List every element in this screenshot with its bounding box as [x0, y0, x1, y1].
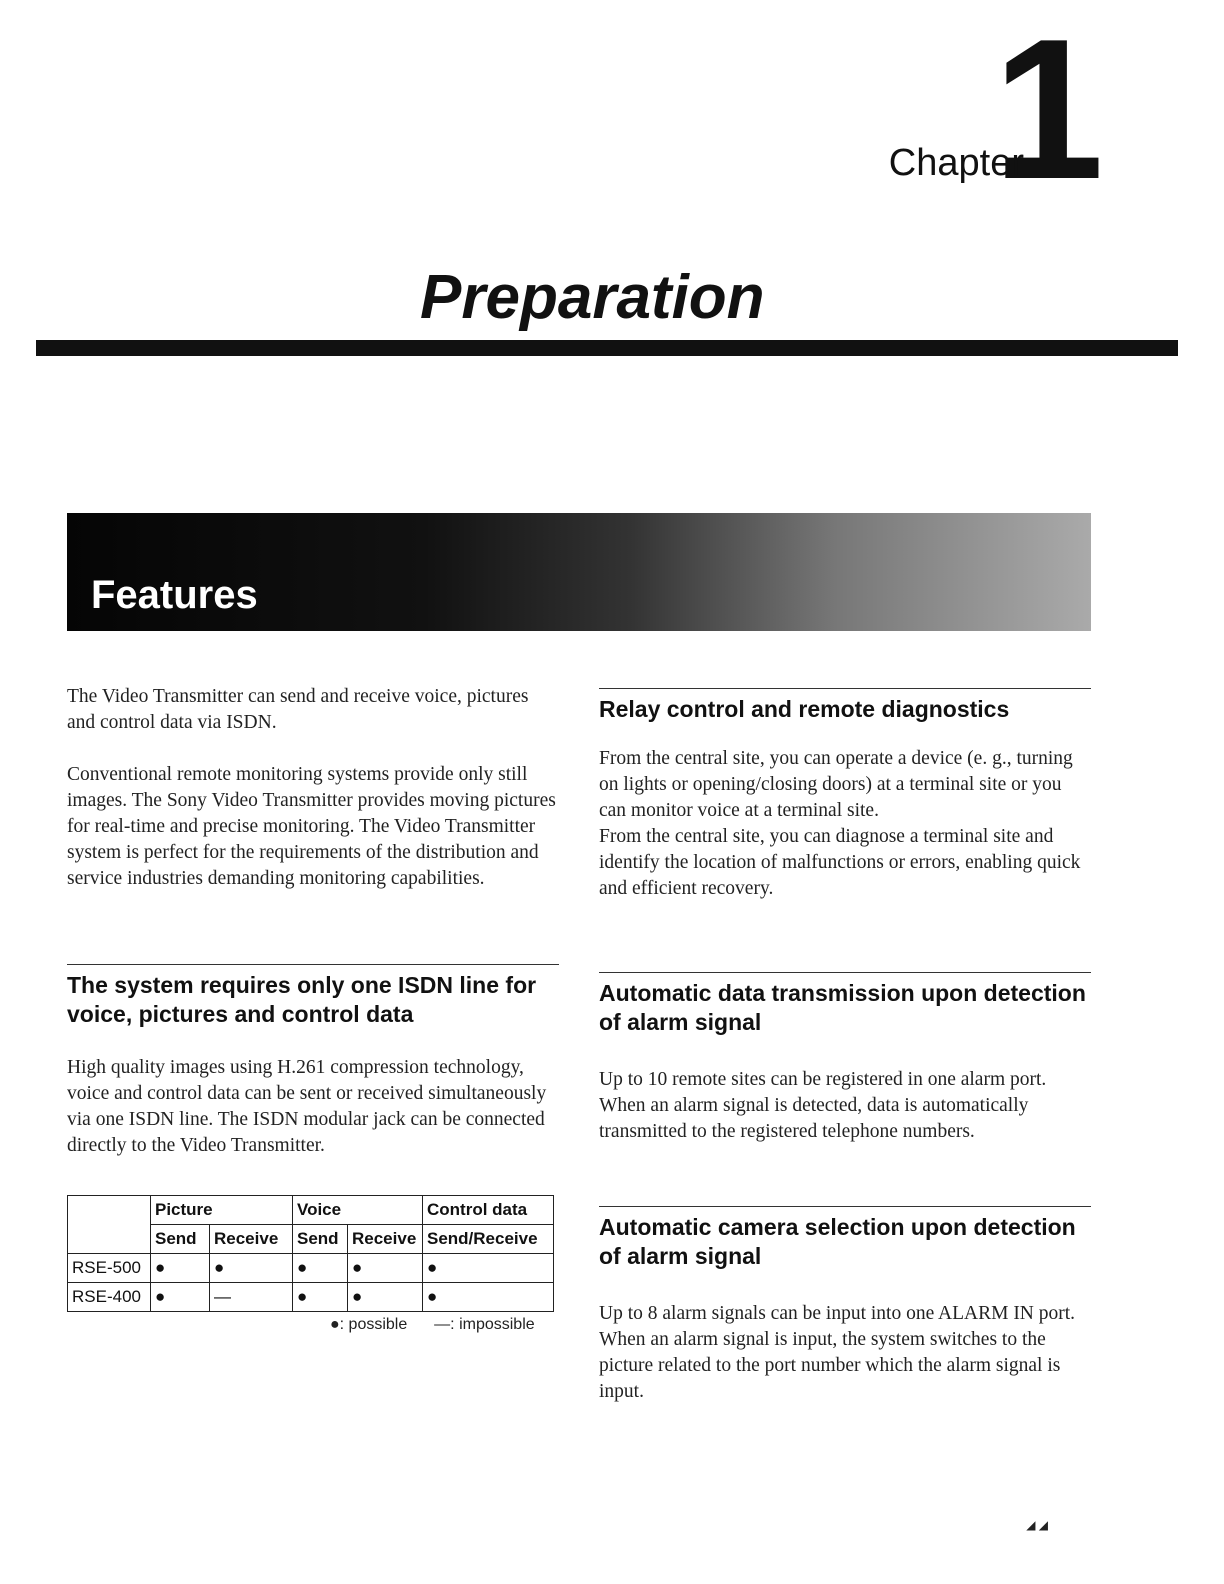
banner-title: Features: [91, 573, 258, 617]
cell-mark: ●: [348, 1254, 423, 1283]
sub-control-send-receive: Send/Receive: [423, 1225, 554, 1254]
legend-possible: ●: possible: [330, 1316, 408, 1333]
intro-paragraph-2: Conventional remote monitoring systems provide only still images. The Sony Video Transmitter provides moving pictures for real-time and precise monitoring. The Video Transmitter system is perfect for the requirements of the distribution and service industries demanding monitoring capabilities.: [67, 764, 556, 889]
table-corner: [68, 1196, 151, 1254]
title-rule: [36, 340, 1178, 356]
cell-mark: ●: [423, 1283, 554, 1312]
header-control: Control data: [423, 1196, 554, 1225]
section-isdn-heading: The system requires only one ISDN line for voice, pictures and control data: [67, 972, 537, 1027]
section-alarm-data-body: Up to 10 remote sites can be registered in one alarm port. When an alarm signal is detected, data is automatically transmitted to the registered telephone numbers.: [599, 1069, 1047, 1142]
section-camera-body: Up to 8 alarm signals can be input into one ALARM IN port. When an alarm signal is input, the system switches to the picture related to the port number which the alarm signal is input.: [599, 1303, 1076, 1402]
cell-mark: ●: [423, 1254, 554, 1283]
header-picture: Picture: [151, 1196, 293, 1225]
section-relay: [599, 688, 1091, 902]
sub-picture-receive: Receive: [210, 1225, 293, 1254]
legend-impossible: —: impossible: [434, 1316, 535, 1333]
sub-voice-send: Send: [293, 1225, 348, 1254]
section-alarm-data: [599, 972, 1091, 1145]
chapter-number: 1: [992, 0, 1104, 221]
features-banner: [67, 513, 1091, 631]
section-camera-heading: Automatic camera selection upon detection of alarm signal: [599, 1214, 1076, 1269]
cell-mark: ●: [151, 1254, 210, 1283]
chapter-label: Chapter: [888, 142, 1024, 184]
cell-mark: ●: [210, 1254, 293, 1283]
intro-paragraph-1: The Video Transmitter can send and receive voice, pictures and control data via ISDN.: [67, 686, 529, 733]
section-alarm-data-heading: Automatic data transmission upon detection of alarm signal: [599, 980, 1086, 1035]
page-title: Preparation: [420, 263, 765, 332]
cell-mark: —: [210, 1283, 293, 1312]
table-header-row: [68, 1196, 554, 1225]
sub-picture-send: Send: [151, 1225, 210, 1254]
section-relay-body-1: From the central site, you can operate a device (e. g., turning on lights or opening/closing doors) at a terminal site or you can monitor voice at a terminal site.: [599, 748, 1073, 821]
table-row: [68, 1283, 554, 1312]
cell-mark: ●: [348, 1283, 423, 1312]
section-camera: [599, 1206, 1091, 1405]
page-corner-mark: ◢ ◢: [1026, 1518, 1048, 1532]
table-row: [68, 1254, 554, 1283]
section-isdn: [67, 964, 559, 1159]
capability-table: [67, 1195, 554, 1312]
header-voice: Voice: [293, 1196, 423, 1225]
cell-mark: ●: [293, 1254, 348, 1283]
section-relay-heading: Relay control and remote diagnostics: [599, 696, 1010, 722]
intro-block: [67, 684, 559, 892]
sub-voice-receive: Receive: [348, 1225, 423, 1254]
row-model: RSE-400: [68, 1283, 151, 1312]
section-isdn-body: High quality images using H.261 compression technology, voice and control data can be sent or received simultaneously via one ISDN line. The ISDN modular jack can be connected directly to the Video Transmitter.: [67, 1057, 547, 1156]
cell-mark: ●: [151, 1283, 210, 1312]
section-relay-body-2: From the central site, you can diagnose a terminal site and identify the location of malfunctions or errors, enabling quick and efficient recovery.: [599, 826, 1081, 899]
row-model: RSE-500: [68, 1254, 151, 1283]
cell-mark: ●: [293, 1283, 348, 1312]
table-legend: [330, 1316, 535, 1334]
